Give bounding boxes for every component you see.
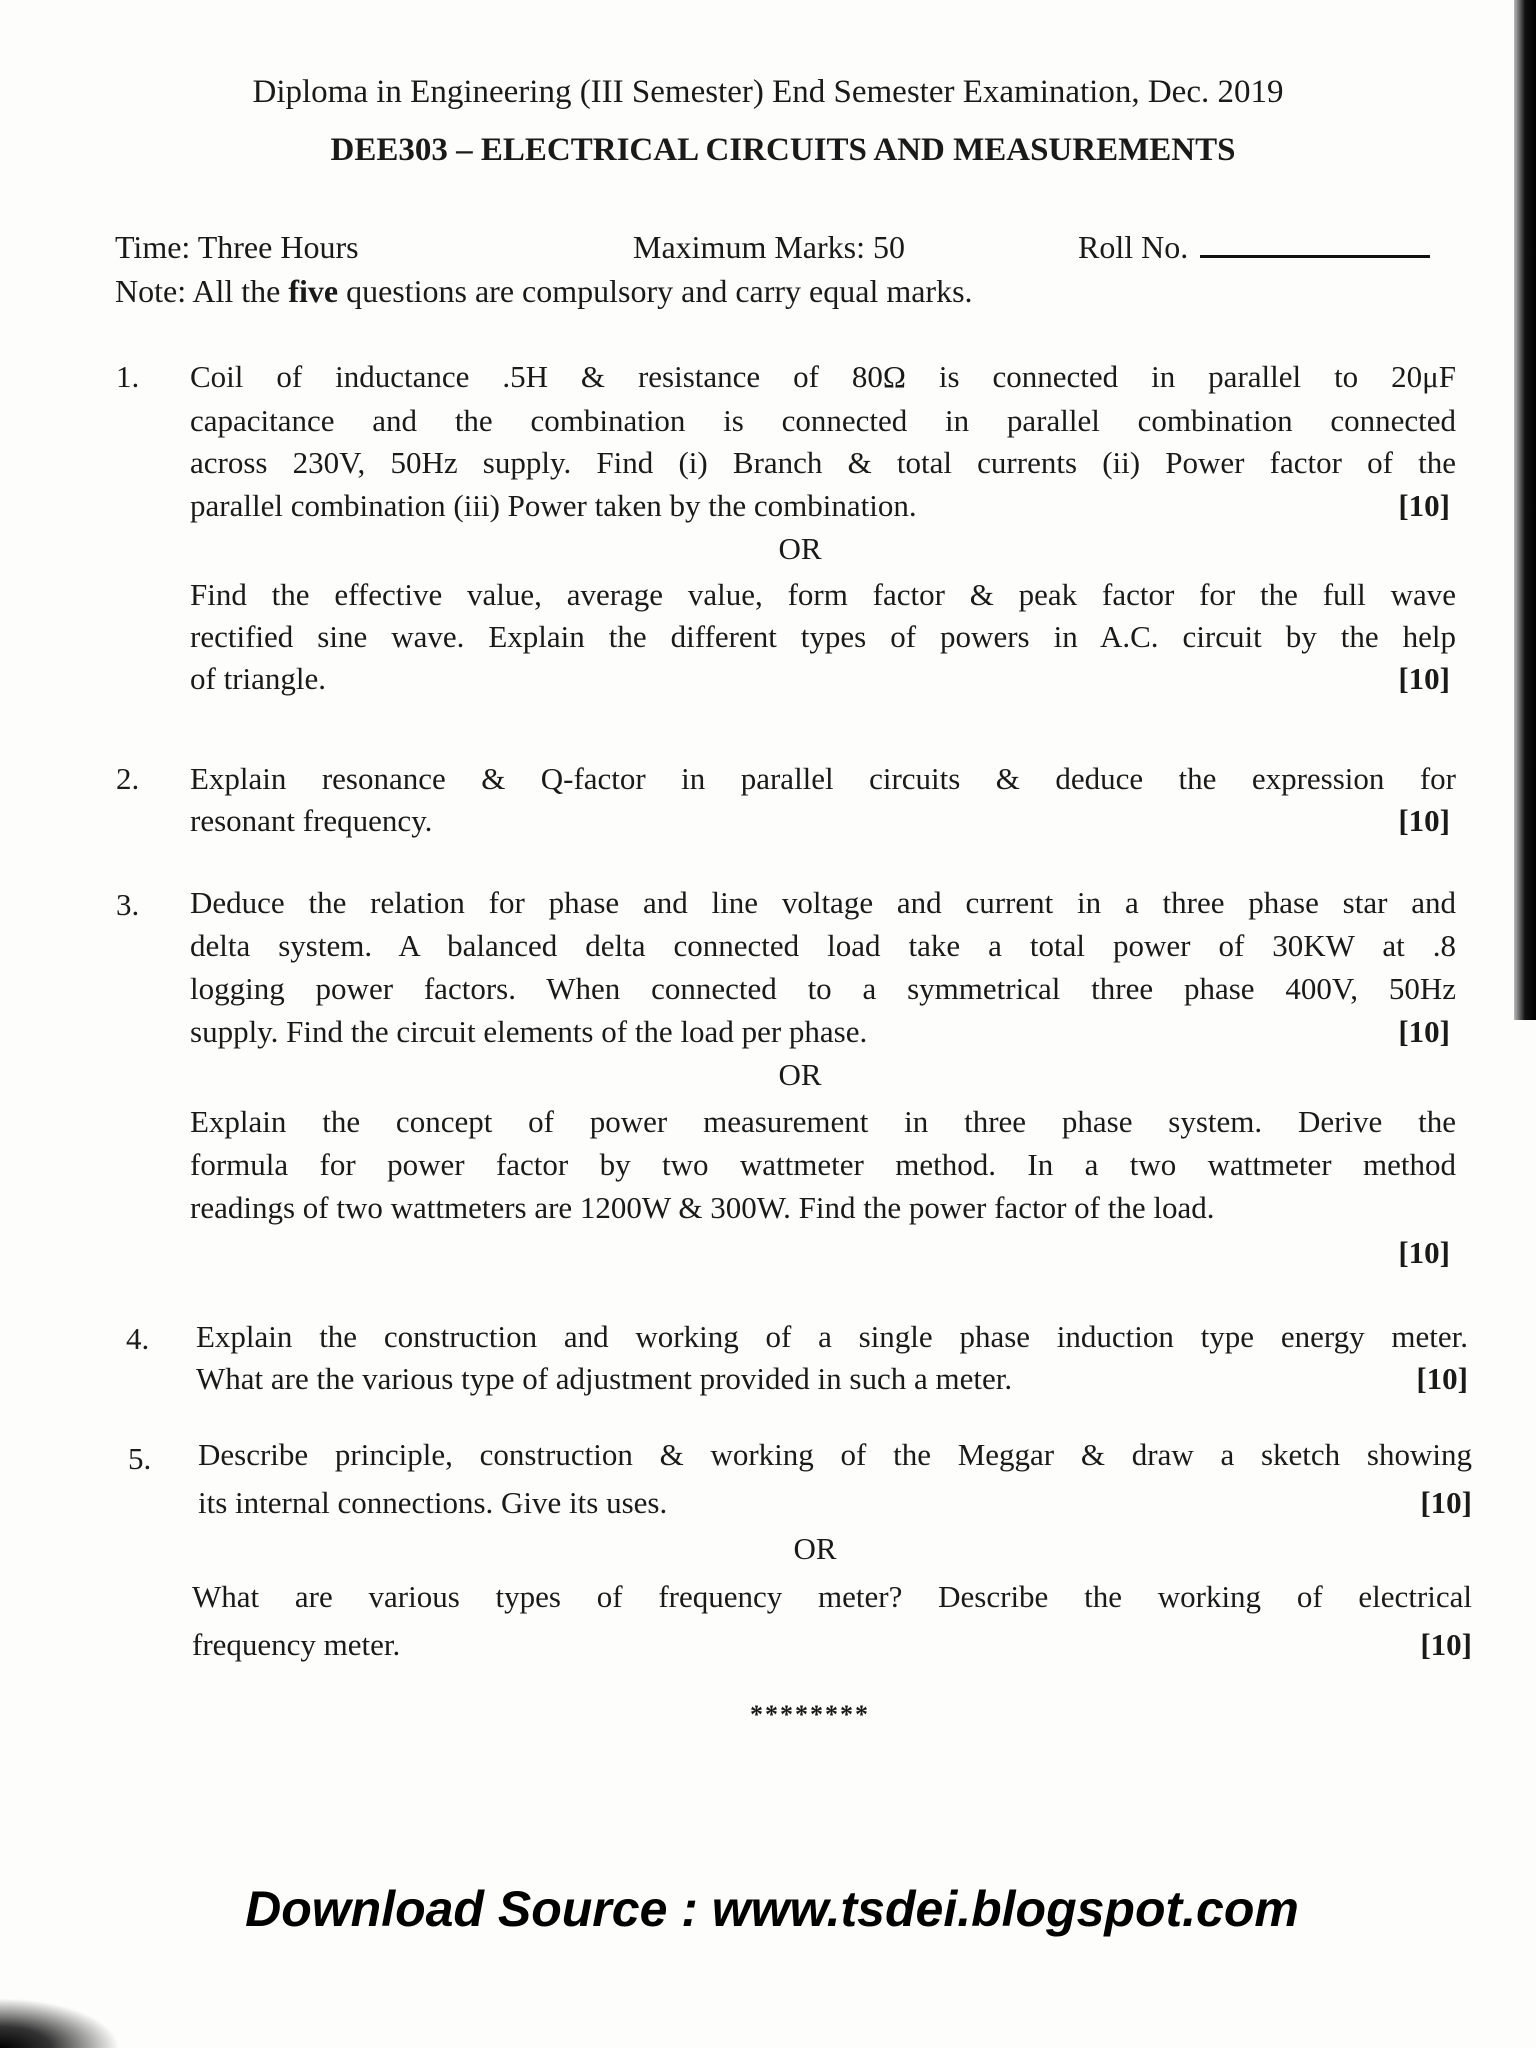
roll-no-field [1078,228,1430,266]
note-text-end: questions are compulsory and carry equal marks. [338,273,973,309]
note-bold: five [288,273,339,309]
question-line: parallel combination (iii) Power taken by the combination. [190,488,917,523]
question-line: its internal connections. Give its uses. [198,1485,668,1520]
max-marks-label: Maximum Marks: 50 [633,229,905,265]
marks-label: [10] [1398,1014,1450,1049]
roll-no-blank [1200,255,1430,258]
question-line: Coil of inductance .5H & resistance of 80Ω is connected in parallel to 20μF [190,359,1456,394]
question-line: of triangle. [190,661,327,696]
marks-label: [10] [1398,1235,1450,1270]
question-line: formula for power factor by two wattmeter method. In a two wattmeter method [190,1147,1456,1182]
question-number: 1. [116,359,140,394]
question-line: What are the various type of adjustment provided in such a meter. [196,1361,1013,1396]
question-line: delta system. A balanced delta connected load take a total power of 30KW at .8 [190,928,1456,963]
question-line: Explain the construction and working of a single phase induction type energy meter. [196,1319,1468,1354]
question-line: rectified sine wave. Explain the different types of powers in A.C. circuit by the help [190,619,1456,654]
note-text: Note: All the [115,273,289,309]
marks-label: [10] [1398,488,1450,523]
or-separator: OR [778,1057,822,1092]
marks-label: [10] [1398,803,1450,838]
or-separator: OR [793,1531,837,1566]
question-line: logging power factors. When connected to a symmetrical three phase 400V, 50Hz [190,971,1456,1006]
question-number: 2. [116,761,140,796]
question-line: Explain the concept of power measurement in three phase system. Derive the [190,1104,1456,1139]
scan-smudge [0,1998,120,2048]
question-line: resonant frequency. [190,803,433,838]
exam-title: Diploma in Engineering (III Semester) End Semester Examination, Dec. 2019 [252,74,1284,110]
question-line: Find the effective value, average value, form factor & peak factor for the full wave [190,577,1456,612]
question-line: What are various types of frequency meter? Describe the working of electrical [192,1579,1472,1614]
question-number: 4. [126,1321,150,1356]
subject-title: DEE303 – ELECTRICAL CIRCUITS AND MEASUREMENTS [330,132,1236,168]
question-line: frequency meter. [192,1627,401,1662]
time-label: Time: Three Hours [115,229,359,265]
question-number: 5. [128,1441,152,1476]
question-line: readings of two wattmeters are 1200W & 300W. Find the power factor of the load. [190,1190,1215,1225]
question-line: capacitance and the combination is connected in parallel combination connected [190,403,1456,438]
roll-no-label: Roll No. [1078,229,1189,265]
or-separator: OR [778,531,822,566]
instructions-note [115,272,973,310]
question-line: supply. Find the circuit elements of the load per phase. [190,1014,868,1049]
question-line: Describe principle, construction & working of the Meggar & draw a sketch showing [198,1437,1472,1472]
marks-label: [10] [1420,1485,1472,1520]
marks-label: [10] [1420,1627,1472,1662]
download-source-link[interactable]: Download Source : www.tsdei.blogspot.com [245,1881,1299,1937]
question-line: across 230V, 50Hz supply. Find (i) Branch & total currents (ii) Power factor of the [190,445,1456,480]
marks-label: [10] [1416,1361,1468,1396]
question-line: Explain resonance & Q-factor in parallel circuits & deduce the expression for [190,761,1456,796]
question-number: 3. [116,887,140,922]
question-line: Deduce the relation for phase and line voltage and current in a three phase star and [190,885,1456,920]
end-marker: ******** [750,1700,870,1729]
marks-label: [10] [1398,661,1450,696]
